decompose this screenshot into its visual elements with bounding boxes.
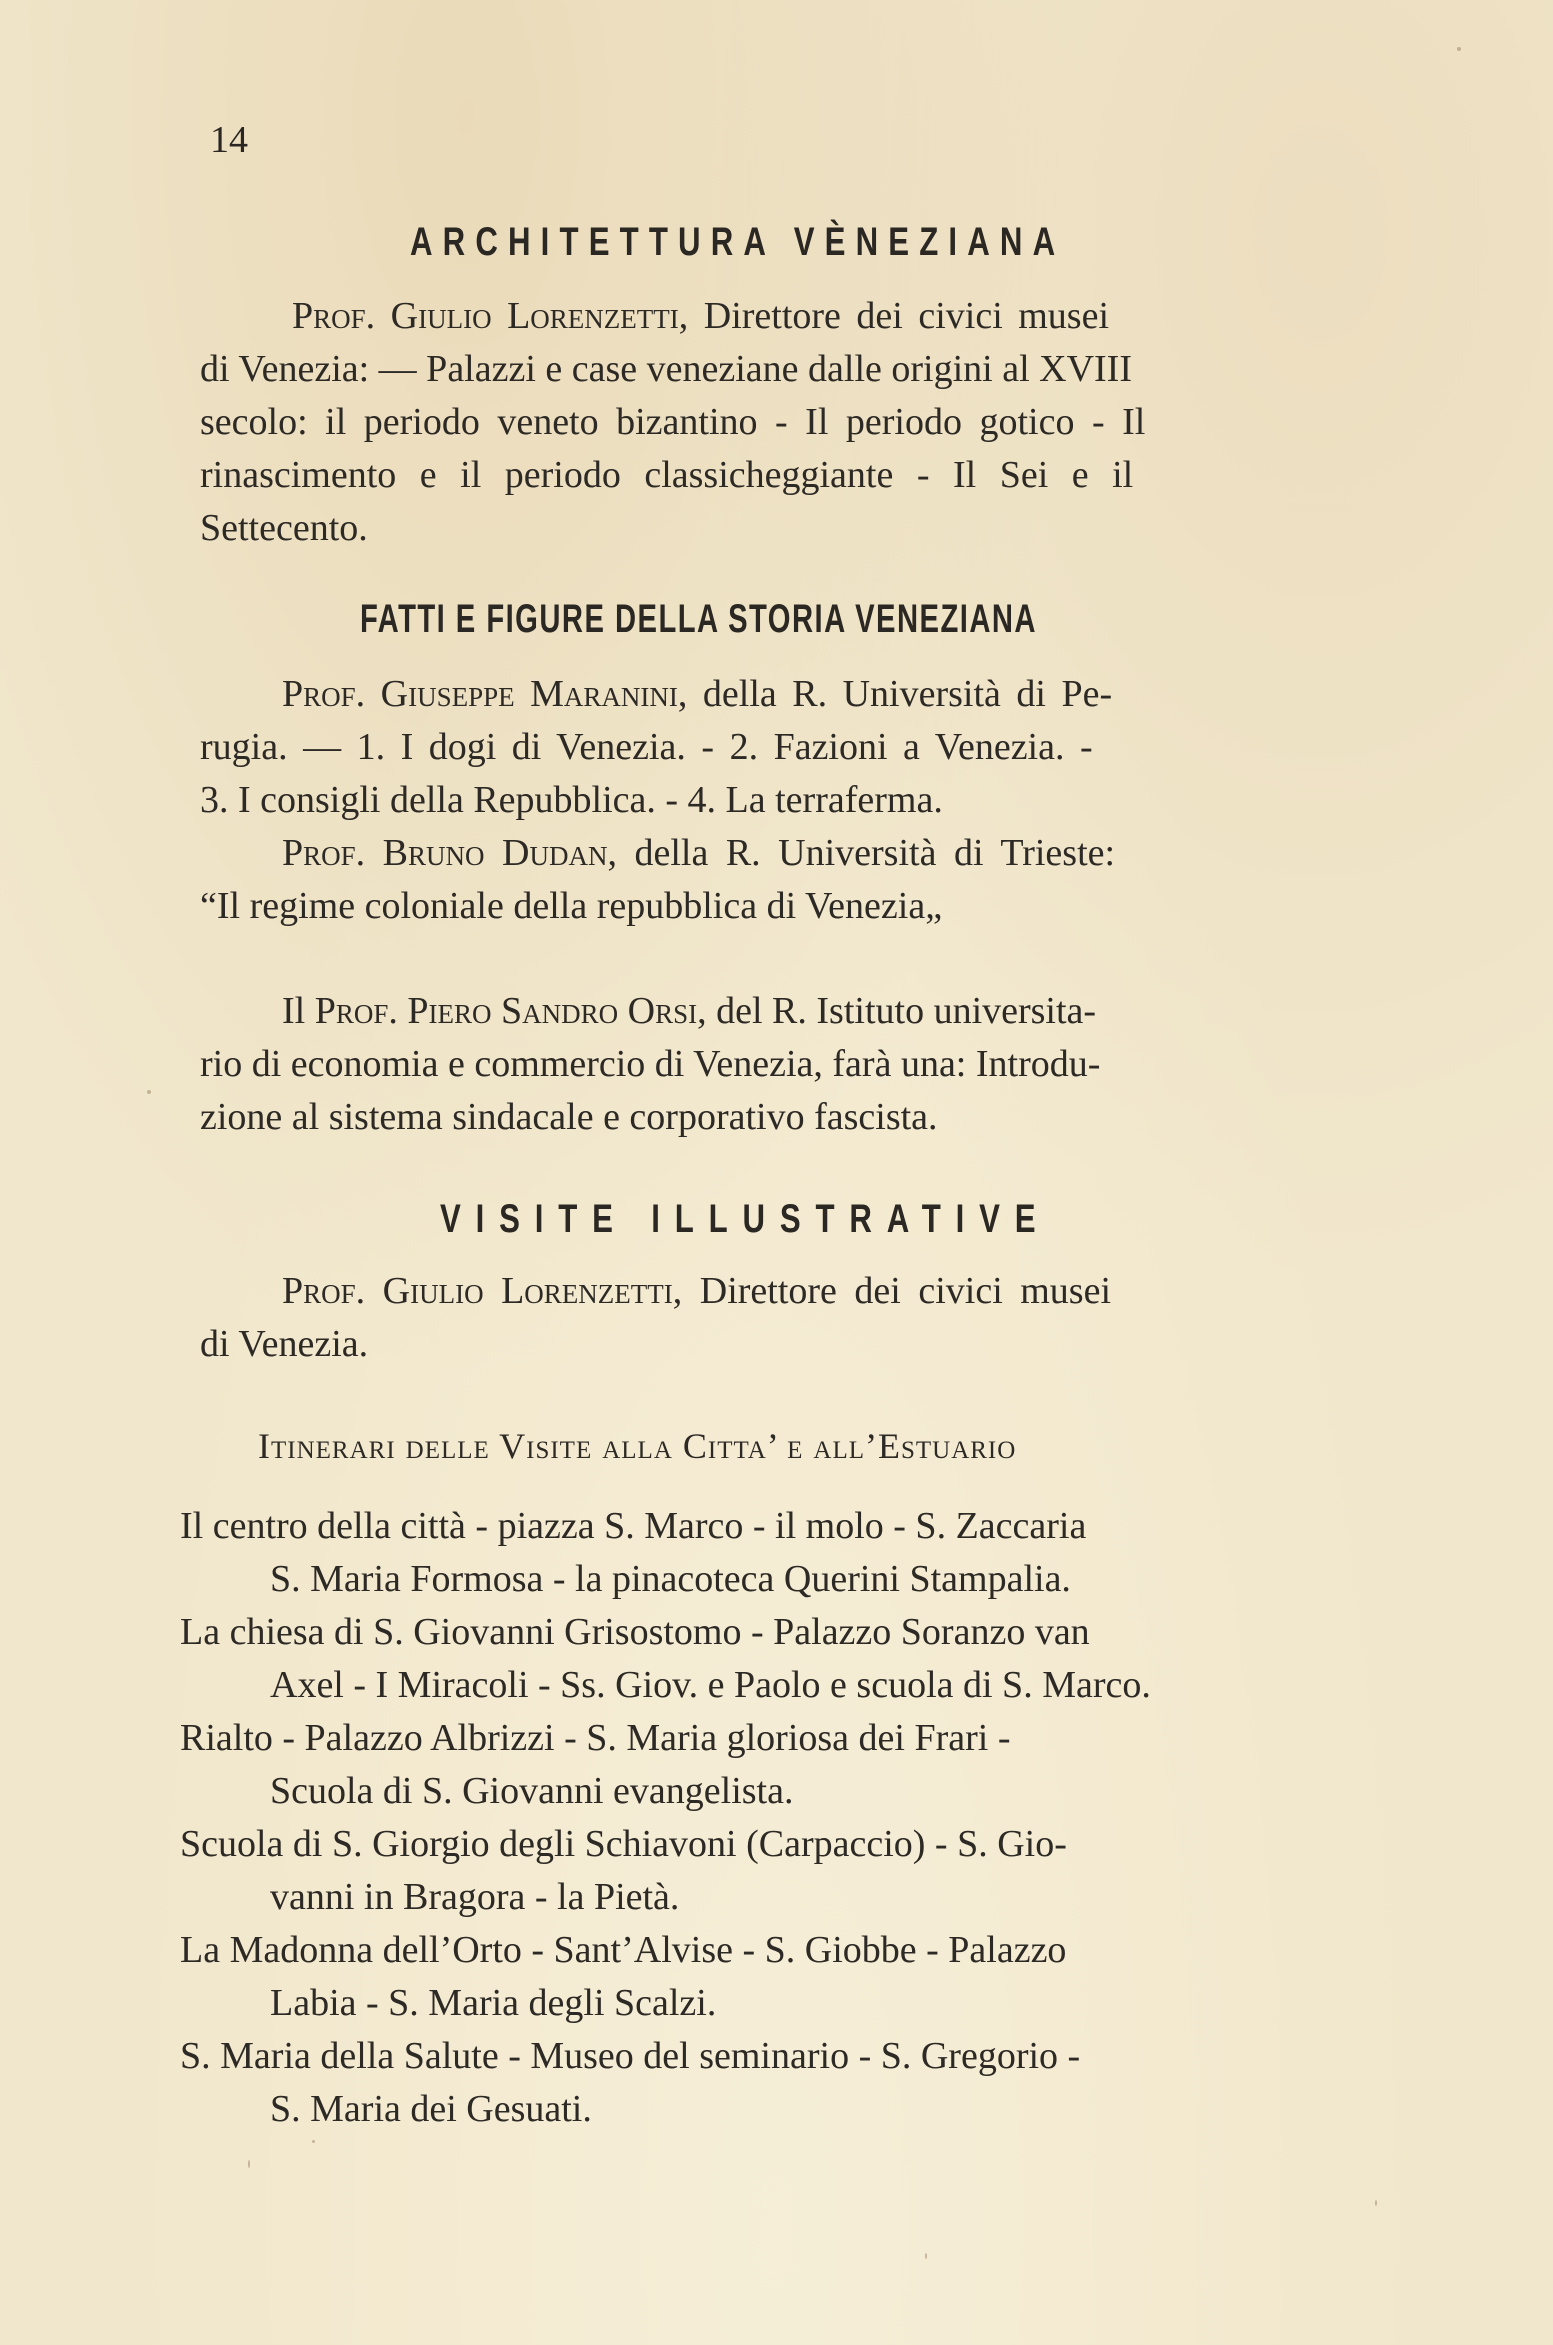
text-line <box>200 290 1380 343</box>
text-line: zione al sistema sindacale e corporativo fascista. <box>200 1096 938 1138</box>
text-line: “Il regime coloniale della repubblica di Venezia„ <box>200 885 943 927</box>
paper-speck <box>248 2160 250 2168</box>
itinerary-line-continued: Labia - S. Maria degli Scalzi. <box>270 1982 717 2024</box>
paper-speck <box>925 2253 927 2259</box>
section-heading-architettura: ARCHITETTURA VÈNEZIANA <box>410 220 1066 264</box>
itinerary-line: Scuola di S. Giorgio degli Schiavoni (Carpaccio) - S. Gio- <box>180 1823 1067 1865</box>
paragraph-architettura <box>200 290 1380 555</box>
itinerary-line: S. Maria della Salute - Museo del seminario - S. Gregorio - <box>180 2035 1081 2077</box>
itinerary-line-continued: vanni in Bragora - la Pietà. <box>270 1876 680 1918</box>
text-fragment: , Direttore dei civici musei <box>672 1270 1112 1312</box>
paper-speck <box>312 2140 315 2143</box>
lecturer-name: Giulio Lorenzetti <box>390 295 679 337</box>
text-line: di Venezia: — Palazzi e case veneziane dalle origini al XVIII <box>200 348 1132 390</box>
text-line: rio di economia e commercio di Venezia, farà una: Introdu- <box>200 1043 1101 1085</box>
itinerary-item <box>180 2030 1360 2136</box>
text-line <box>200 668 1380 721</box>
text-fragment: , del R. Istituto universita- <box>697 990 1097 1032</box>
itinerary-item <box>180 1924 1360 2030</box>
itinerary-line: Rialto - Palazzo Albrizzi - S. Maria gloriosa dei Frari - <box>180 1717 1011 1759</box>
paper-speck <box>147 1090 151 1094</box>
itinerary-list <box>180 1500 1360 2136</box>
text-fragment: , Direttore dei civici musei <box>678 295 1110 337</box>
paper-speck <box>1375 2200 1377 2206</box>
itinerary-item <box>180 1712 1360 1818</box>
text-line: rugia. — 1. I dogi di Venezia. - 2. Fazioni a Venezia. - <box>200 726 1093 768</box>
itinerari-heading: Itinerari delle Visite alla Citta’ e all’Estuario <box>258 1426 1017 1466</box>
page-number: 14 <box>210 119 248 161</box>
text-line <box>200 985 1380 1038</box>
text-line <box>200 1265 1380 1318</box>
title-prefix: Prof. <box>292 295 376 337</box>
text-line <box>200 827 1380 880</box>
itinerary-item <box>180 1818 1360 1924</box>
text-line: di Venezia. <box>200 1323 369 1365</box>
lecturer-name: Giuseppe Maranini <box>380 673 678 715</box>
paragraph-visite <box>200 1265 1380 1371</box>
itinerary-line-continued: Axel - I Miracoli - Ss. Giov. e Paolo e scuola di S. Marco. <box>270 1664 1151 1706</box>
text-line: secolo: il periodo veneto bizantino - Il periodo gotico - Il <box>200 401 1146 443</box>
itinerary-line-continued: S. Maria dei Gesuati. <box>270 2088 592 2130</box>
paragraph-storia <box>200 668 1380 933</box>
text-fragment: Il <box>282 990 306 1032</box>
text-line: 3. I consigli della Repubblica. - 4. La terraferma. <box>200 779 943 821</box>
lecturer-name: Giulio Lorenzetti <box>382 1270 673 1312</box>
title-prefix: Prof. <box>314 990 398 1032</box>
itinerary-line: Il centro della città - piazza S. Marco - il molo - S. Zaccaria <box>180 1505 1087 1547</box>
section-heading-visite: VISITE ILLUSTRATIVE <box>440 1197 1051 1241</box>
paper-speck <box>1457 47 1461 51</box>
text-fragment: , della R. Università di Trieste: <box>607 832 1116 874</box>
title-prefix: Prof. <box>282 832 366 874</box>
lecturer-name: Piero Sandro Orsi <box>407 990 698 1032</box>
section-heading-storia: FATTI E FIGURE DELLA STORIA VENEZIANA <box>360 597 1037 641</box>
title-prefix: Prof. <box>282 1270 366 1312</box>
itinerary-line: La Madonna dell’Orto - Sant’Alvise - S. Giobbe - Palazzo <box>180 1929 1067 1971</box>
itinerary-line: La chiesa di S. Giovanni Grisostomo - Palazzo Soranzo van <box>180 1611 1090 1653</box>
title-prefix: Prof. <box>282 673 366 715</box>
itinerary-item <box>180 1606 1360 1712</box>
text-line: Settecento. <box>200 507 368 549</box>
text-line: rinascimento e il periodo classicheggiante - Il Sei e il <box>200 454 1134 496</box>
lecturer-name: Bruno Dudan <box>382 832 608 874</box>
itinerary-line-continued: S. Maria Formosa - la pinacoteca Querini Stampalia. <box>270 1558 1071 1600</box>
paragraph-sindacale <box>200 985 1380 1144</box>
itinerary-item <box>180 1500 1360 1606</box>
text-fragment: , della R. Università di Pe- <box>677 673 1113 715</box>
itinerary-line-continued: Scuola di S. Giovanni evangelista. <box>270 1770 794 1812</box>
